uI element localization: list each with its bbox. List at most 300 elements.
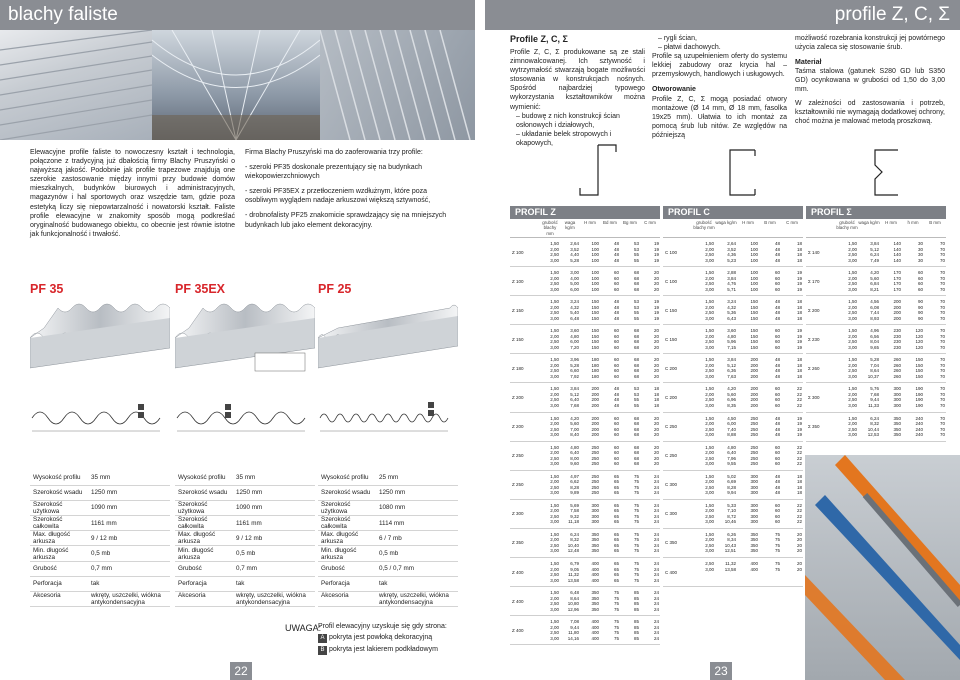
spec-value: 0,5 mb (88, 546, 170, 561)
table-cell: 260 (893, 362, 901, 368)
table-cell: 150 (750, 310, 758, 316)
table-cell: 8,93 (870, 315, 879, 321)
value-column (759, 357, 781, 382)
table-cell: 3,52 (570, 246, 579, 252)
value-column (924, 328, 946, 353)
table-cell: 8,04 (870, 339, 879, 345)
table-cell: 68 (633, 344, 639, 350)
value-column (715, 503, 737, 528)
table-cell: 100 (591, 270, 599, 276)
table-cell: 24 (653, 590, 659, 596)
table-cell: 3,84 (570, 386, 579, 392)
table-cell: 75 (613, 590, 619, 596)
table-cell: 8,34 (727, 537, 736, 543)
group-values (540, 296, 660, 324)
table-cell: 60 (774, 386, 780, 392)
photo-atrium-graphic (152, 30, 320, 140)
table-cell: 400 (591, 635, 599, 641)
profile-label: Z 250 (512, 482, 524, 488)
table-cell: 300 (591, 508, 599, 514)
table-cell: 48 (774, 479, 780, 485)
table-cell: 12,96 (567, 606, 579, 612)
table-cell: 24 (653, 630, 659, 636)
photo-facade-1 (0, 30, 152, 140)
value-column (902, 299, 924, 324)
table-cell: 75 (633, 531, 639, 537)
cross-section-pf35 (30, 398, 170, 438)
table-cell: 12,48 (567, 548, 579, 554)
spec-label: Akcesoria (318, 592, 376, 607)
value-column (580, 270, 600, 295)
table-cell: 2,00 (550, 566, 559, 572)
table-cell: 3,00 (550, 286, 559, 292)
table-cell: 9,60 (570, 461, 579, 467)
col2-text: Profile są uzupełnieniem oferty do systemu lekkiej zabudowy oraz krycia hal – przemysłowych, handlowych i usługowych. (652, 53, 787, 79)
table-group (510, 471, 660, 500)
table-cell: 3,24 (570, 299, 579, 305)
table-cell: 19 (796, 281, 802, 287)
value-column (640, 270, 660, 295)
table-cell: 20 (796, 566, 802, 572)
group-values (836, 296, 946, 324)
table-cell: 48 (774, 299, 780, 305)
spec-value: wkręty, uszczelki, wiókna antykondensacyjna (233, 592, 315, 607)
value-column (540, 416, 560, 441)
table-cell: 75 (633, 502, 639, 508)
spec-row (175, 516, 315, 531)
table-cell: 2,50 (550, 455, 559, 461)
value-column (902, 241, 924, 266)
profile-label: C 300 (665, 511, 678, 517)
table-cell: 1,50 (550, 415, 559, 421)
table-cell: 230 (893, 333, 901, 339)
table-cell: 60 (774, 450, 780, 456)
table-cell: 6,79 (570, 561, 579, 567)
table-cell: 200 (591, 397, 599, 403)
table-cell: 3,84 (727, 275, 736, 281)
table-group (510, 325, 660, 354)
table-cell: 180 (591, 362, 599, 368)
table-cell: 2,00 (848, 362, 857, 368)
table-cell: 75 (633, 561, 639, 567)
table-cell: 60 (774, 402, 780, 408)
table-cell: 1,50 (550, 473, 559, 479)
value-column (640, 328, 660, 353)
table-cell: 68 (633, 368, 639, 374)
table-cell: 60 (613, 344, 619, 350)
table-group (663, 383, 803, 412)
table-cell: 20 (653, 281, 659, 287)
spec-label: Szerokość użytkowa (318, 500, 376, 515)
table-cell: 6,24 (870, 252, 879, 257)
table-cell: 48 (613, 304, 619, 310)
table-cell: 2,50 (550, 310, 559, 316)
value-column (693, 474, 715, 499)
table-cell: 7,58 (570, 508, 579, 514)
table-cell: 3,00 (848, 315, 857, 321)
table-cell: 48 (613, 310, 619, 316)
value-column (693, 241, 715, 266)
table-cell: 22 (796, 455, 802, 461)
table-cell: 100 (750, 270, 758, 276)
profile-label: Z 400 (512, 627, 524, 633)
spec-value: 9 / 12 mb (233, 531, 315, 546)
value-column (640, 299, 660, 324)
table-group (663, 529, 803, 558)
spec-table-pf35 (30, 470, 170, 607)
spec-row (318, 561, 458, 576)
table-group (806, 413, 946, 442)
table-header-cell: H mm (584, 220, 596, 225)
table-cell: 200 (591, 426, 599, 432)
value-column (737, 503, 759, 528)
spec-value: 6 / 7 mb (376, 531, 458, 546)
value-column (781, 503, 803, 528)
table-cell: 6,00 (570, 339, 579, 345)
table-cell: 350 (591, 542, 599, 548)
spec-row (175, 546, 315, 561)
value-column (737, 416, 759, 441)
table-cell: 24 (653, 473, 659, 479)
table-cell: 55 (633, 252, 639, 257)
table-cell: 10,44 (867, 426, 879, 432)
table-cell: 60 (613, 357, 619, 363)
photo-production-line (805, 455, 960, 680)
table-cell: 60 (774, 502, 780, 508)
table-cell: 70 (939, 432, 945, 438)
table-cell: 85 (633, 601, 639, 607)
profile-label: Z 100 (512, 249, 524, 255)
group-values (836, 267, 946, 295)
table-cell: 75 (613, 619, 619, 625)
value-column (759, 386, 781, 411)
table-cell: 4,80 (727, 444, 736, 450)
table-cell: 2,00 (848, 421, 857, 427)
group-values (693, 529, 803, 557)
cross-section-pf35ex (175, 398, 315, 438)
value-column (781, 299, 803, 324)
value-column (580, 241, 600, 266)
table-group (663, 354, 803, 383)
table-cell: 1,50 (705, 357, 714, 363)
value-column (759, 328, 781, 353)
table-cell: 75 (774, 542, 780, 548)
table-cell: 53 (633, 246, 639, 252)
table-cell: 70 (939, 357, 945, 363)
value-column (560, 474, 580, 499)
table-group (510, 267, 660, 296)
table-cell: 4,36 (727, 252, 736, 257)
profile-label: Z 350 (512, 540, 524, 546)
spec-value: 25 mm (376, 470, 458, 485)
table-cell: 2,50 (848, 252, 857, 257)
table-cell: 4,20 (870, 270, 879, 276)
table-cell: 350 (591, 548, 599, 554)
table-header-spacer (806, 218, 836, 237)
group-values (693, 296, 803, 324)
group-values (693, 500, 803, 528)
table-cell: 19 (796, 275, 802, 281)
table-cell: 250 (750, 415, 758, 421)
table-cell: 400 (591, 572, 599, 578)
table-cell: 3,00 (550, 577, 559, 583)
value-column (693, 386, 715, 411)
table-cell: 2,50 (848, 397, 857, 403)
note-block (318, 622, 473, 655)
group-values (540, 325, 660, 353)
spec-row (175, 592, 315, 607)
table-cell: 5,23 (727, 257, 736, 263)
table-cell: 230 (893, 339, 901, 345)
value-column (540, 270, 560, 295)
table-cell: 1,50 (848, 386, 857, 392)
value-column (620, 590, 640, 615)
value-column (693, 503, 715, 528)
value-column (600, 241, 620, 266)
value-column (693, 532, 715, 557)
col2-text2: Profile Z, C, Σ mogą posiadać otwory montażowe (Ø 14 mm, Ø 18 mm, fasolka 19x25 mm). Ułatwia to ich montaż za pomocą śrub lub nitów. Ze względów na późniejszą (652, 95, 787, 139)
badge-a (138, 404, 144, 410)
table-cell: 350 (591, 606, 599, 612)
col3-text: możliwość rozebrania konstrukcji jej powtórnego użycia zaleca się stosowanie śrub. (795, 35, 945, 52)
value-column (781, 270, 803, 295)
profile-label: Z 150 (512, 307, 524, 313)
left-page-number: 22 (230, 662, 252, 680)
table-cell: 100 (750, 286, 758, 292)
table-cell: 24 (653, 513, 659, 519)
table-group (663, 267, 803, 296)
table-cell: 68 (633, 362, 639, 368)
table-cell: 2,00 (550, 333, 559, 339)
table-cell: 24 (653, 561, 659, 567)
table-cell: 400 (591, 566, 599, 572)
table-cell: 60 (774, 513, 780, 519)
group-values (836, 383, 946, 411)
value-column (759, 445, 781, 470)
table-cell: 100 (750, 246, 758, 252)
spec-label: Perforacja (30, 576, 88, 591)
table-cell: 190 (915, 402, 923, 408)
spec-row (175, 470, 315, 485)
table-cell: 1,50 (705, 270, 714, 276)
table-group (510, 558, 660, 587)
table-group (510, 587, 660, 616)
badge-a: A (318, 634, 327, 643)
table-cell: 5,28 (870, 357, 879, 363)
badge-b (428, 410, 434, 416)
value-column (693, 328, 715, 353)
table-cell: 70 (939, 241, 945, 246)
value-column (580, 474, 600, 499)
table-cell: 85 (633, 624, 639, 630)
table-cell: 48 (613, 397, 619, 403)
left-page-title: blachy faliste (8, 4, 118, 25)
spec-row (318, 516, 458, 531)
table-cell: 230 (893, 344, 901, 350)
value-column (715, 532, 737, 557)
table-cell: 100 (750, 275, 758, 281)
table-cell: 11,33 (868, 402, 879, 408)
table-cell: 2,00 (848, 391, 857, 397)
table-cell: 2,00 (550, 624, 559, 630)
table-cell: 2,00 (550, 362, 559, 368)
value-column (880, 416, 902, 441)
table-group (510, 413, 660, 442)
group-values (693, 383, 803, 411)
table-cell: 9,05 (570, 566, 579, 572)
value-column (737, 328, 759, 353)
table-cell: 53 (633, 304, 639, 310)
col1-list-2-text: układanie belek stropowych i okapowych, (516, 130, 612, 147)
table-cell: 65 (613, 542, 619, 548)
table-cell: 7,44 (870, 310, 879, 316)
table-cell: 24 (653, 595, 659, 601)
value-column (902, 416, 924, 441)
table-cell: 2,00 (705, 450, 714, 456)
table-cell: 2,00 (550, 508, 559, 514)
table-cell: 8,72 (727, 513, 736, 519)
table-cell: 350 (893, 415, 901, 421)
spec-value: 1250 mm (376, 485, 458, 500)
table-cell: 24 (653, 577, 659, 583)
table-cell: 140 (893, 252, 901, 257)
table-cell: 60 (613, 275, 619, 281)
table-cell: 400 (591, 619, 599, 625)
table-cell: 300 (750, 484, 758, 490)
value-column (737, 532, 759, 557)
value-column (902, 386, 924, 411)
table-cell: 100 (591, 286, 599, 292)
table-cell: 65 (613, 508, 619, 514)
table-cell: 100 (591, 257, 599, 263)
table-cell: 150 (591, 310, 599, 316)
profile-heading-pf35: PF 35 (30, 282, 64, 296)
table-cell: 48 (774, 484, 780, 490)
table-cell: 19 (796, 328, 802, 334)
table-cell: 4,80 (727, 333, 736, 339)
table-cell: 7,40 (727, 426, 736, 432)
value-column (759, 299, 781, 324)
spec-row (318, 546, 458, 561)
table-cell: 2,50 (550, 542, 559, 548)
spec-label: Max. długość arkusza (175, 531, 233, 546)
note-a-row (318, 633, 473, 643)
value-column (600, 474, 620, 499)
table-cell: 6,48 (570, 590, 579, 596)
table-cell: 2,00 (705, 333, 714, 339)
table-cell: 60 (774, 339, 780, 345)
table-cell: 350 (591, 595, 599, 601)
value-column (924, 241, 946, 266)
table-cell: 70 (939, 339, 945, 345)
table-cell: 48 (613, 386, 619, 392)
table-cell: 150 (915, 357, 923, 363)
table-cell: 350 (893, 432, 901, 438)
table-header-cell: waga kg/m (564, 220, 576, 231)
table-cell: 6,60 (570, 368, 579, 374)
table-cell: 1,50 (848, 241, 857, 246)
value-column (620, 386, 640, 411)
table-cell: 48 (613, 257, 619, 263)
table-cell: 200 (591, 421, 599, 427)
table-cell: 68 (633, 357, 639, 363)
value-column (924, 357, 946, 382)
table-cell: 18 (796, 484, 802, 490)
value-column (600, 590, 620, 615)
table-cell: 180 (591, 373, 599, 379)
profile-label: Z 250 (512, 453, 524, 459)
table-cell: 350 (591, 537, 599, 543)
table-cell: 3,00 (550, 635, 559, 641)
table-cell: 240 (915, 432, 923, 438)
table-cell: 48 (774, 315, 780, 321)
spec-value: 1250 mm (88, 485, 170, 500)
value-column (737, 561, 759, 586)
table-cell: 19 (653, 304, 659, 310)
table-cell: 48 (774, 426, 780, 432)
table-cell: 3,00 (705, 490, 714, 496)
table-cell: 250 (591, 455, 599, 461)
table-cell: 20 (796, 548, 802, 554)
spec-row (175, 576, 315, 591)
table-cell: 68 (633, 444, 639, 450)
table-group (806, 325, 946, 354)
spec-value: 9 / 12 mb (88, 531, 170, 546)
group-values (540, 616, 660, 644)
table-cell: 250 (591, 473, 599, 479)
value-column (580, 532, 600, 557)
table-cell: 22 (796, 513, 802, 519)
col2-list-1: – rygli ścian, (658, 35, 697, 42)
value-column (560, 386, 580, 411)
table-cell: 140 (893, 241, 901, 246)
value-column (580, 416, 600, 441)
table-cell: 3,60 (727, 328, 736, 334)
spec-value: 0,5 mb (233, 546, 315, 561)
table-header (663, 218, 803, 238)
table-cell: 68 (633, 455, 639, 461)
table-cell: 18 (653, 397, 659, 403)
table-cell: 150 (591, 328, 599, 334)
table-cell: 60 (774, 461, 780, 467)
value-column (640, 241, 660, 266)
table-cell: 2,50 (848, 368, 857, 374)
table-cell: 70 (939, 368, 945, 374)
table-cell: 8,21 (870, 286, 879, 292)
table-cell: 150 (591, 344, 599, 350)
profile-label: C 250 (665, 424, 678, 430)
value-column (620, 532, 640, 557)
value-column (560, 241, 580, 266)
value-column (781, 561, 803, 586)
table-cell: 65 (613, 502, 619, 508)
table-cell: 7,63 (727, 373, 736, 379)
table-cell: 9,44 (570, 624, 579, 630)
table-cell: 8,28 (727, 484, 736, 490)
table-cell: 18 (796, 304, 802, 310)
spec-row (318, 592, 458, 607)
table-cell: 60 (917, 281, 923, 287)
table-cell: 300 (591, 519, 599, 525)
group-values (540, 383, 660, 411)
table-cell: 250 (750, 450, 758, 456)
table-cell: 230 (893, 328, 901, 334)
table-cell: 60 (774, 275, 780, 281)
value-column (737, 357, 759, 382)
value-column (858, 328, 880, 353)
table-cell: 6,84 (870, 281, 879, 287)
table-cell: 5,36 (727, 310, 736, 316)
